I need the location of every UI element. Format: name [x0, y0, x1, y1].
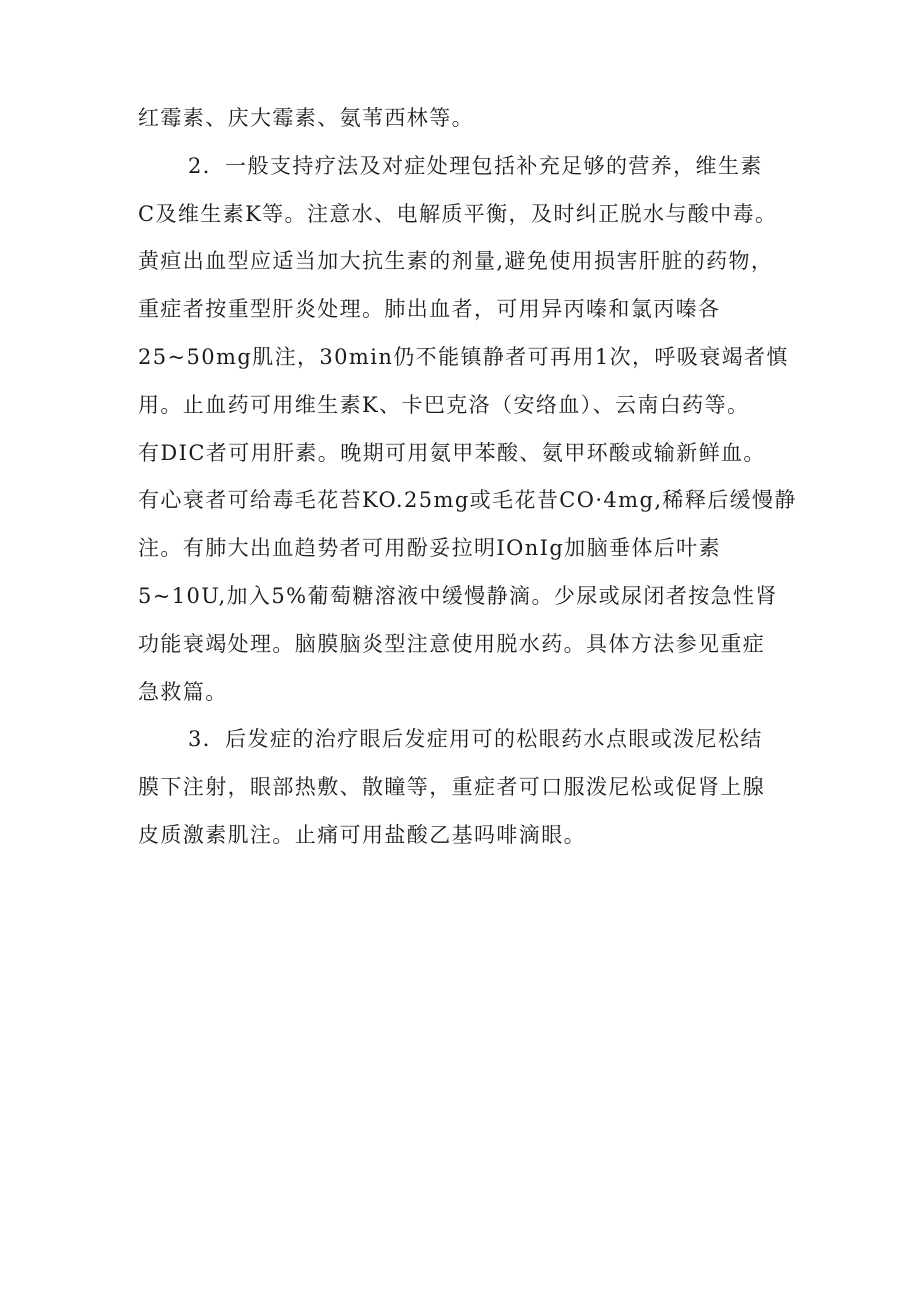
text-line-15: 膜下注射，眼部热敷、散瞳等，重症者可口服泼尼松或促肾上腺	[138, 775, 766, 800]
text-line-10: 注。有肺大出血趋势者可用酚妥拉明IOnIg加脑垂体后叶素	[138, 536, 721, 561]
text-line-2-paragraph-2-start: 2．一般支持疗法及对症处理包括补充足够的营养，维生素	[188, 153, 763, 178]
text-line-3: C及维生素K等。注意水、电解质平衡，及时纠正脱水与酸中毒。	[138, 201, 778, 226]
text-line-6: 25~50mg肌注，30min仍不能镇静者可再用1次，呼吸衰竭者慎	[138, 344, 789, 369]
text-line-14-paragraph-3-start: 3．后发症的治疗眼后发症用可的松眼药水点眼或泼尼松结	[188, 727, 763, 752]
text-line-7: 用。止血药可用维生素K、卡巴克洛（安络血）、云南白药等。	[138, 392, 750, 417]
text-line-16: 皮质激素肌注。止痛可用盐酸乙基吗啡滴眼。	[138, 822, 586, 847]
text-line-1: 红霉素、庆大霉素、氨苇西林等。	[138, 106, 474, 130]
text-line-5: 重症者按重型肝炎处理。肺出血者，可用异丙嗪和氯丙嗪各	[138, 297, 721, 322]
text-line-8: 有DIC者可用肝素。晚期可用氨甲苯酸、氨甲环酸或输新鲜血。	[138, 440, 766, 465]
body-text	[138, 97, 797, 862]
text-line-13: 急救篇。	[138, 679, 228, 704]
text-line-9: 有心衰者可给毒毛花苔KO.25mg或毛花昔CO·4mg,稀释后缓慢静	[138, 488, 797, 513]
text-line-11: 5~10U,加入5%葡萄糖溶液中缓慢静滴。少尿或尿闭者按急性肾	[138, 583, 778, 608]
text-line-4: 黄疸出血型应适当加大抗生素的剂量,避免使用损害肝脏的药物，	[138, 249, 774, 274]
text-line-12: 功能衰竭处理。脑膜脑炎型注意使用脱水药。具体方法参见重症	[138, 631, 766, 656]
